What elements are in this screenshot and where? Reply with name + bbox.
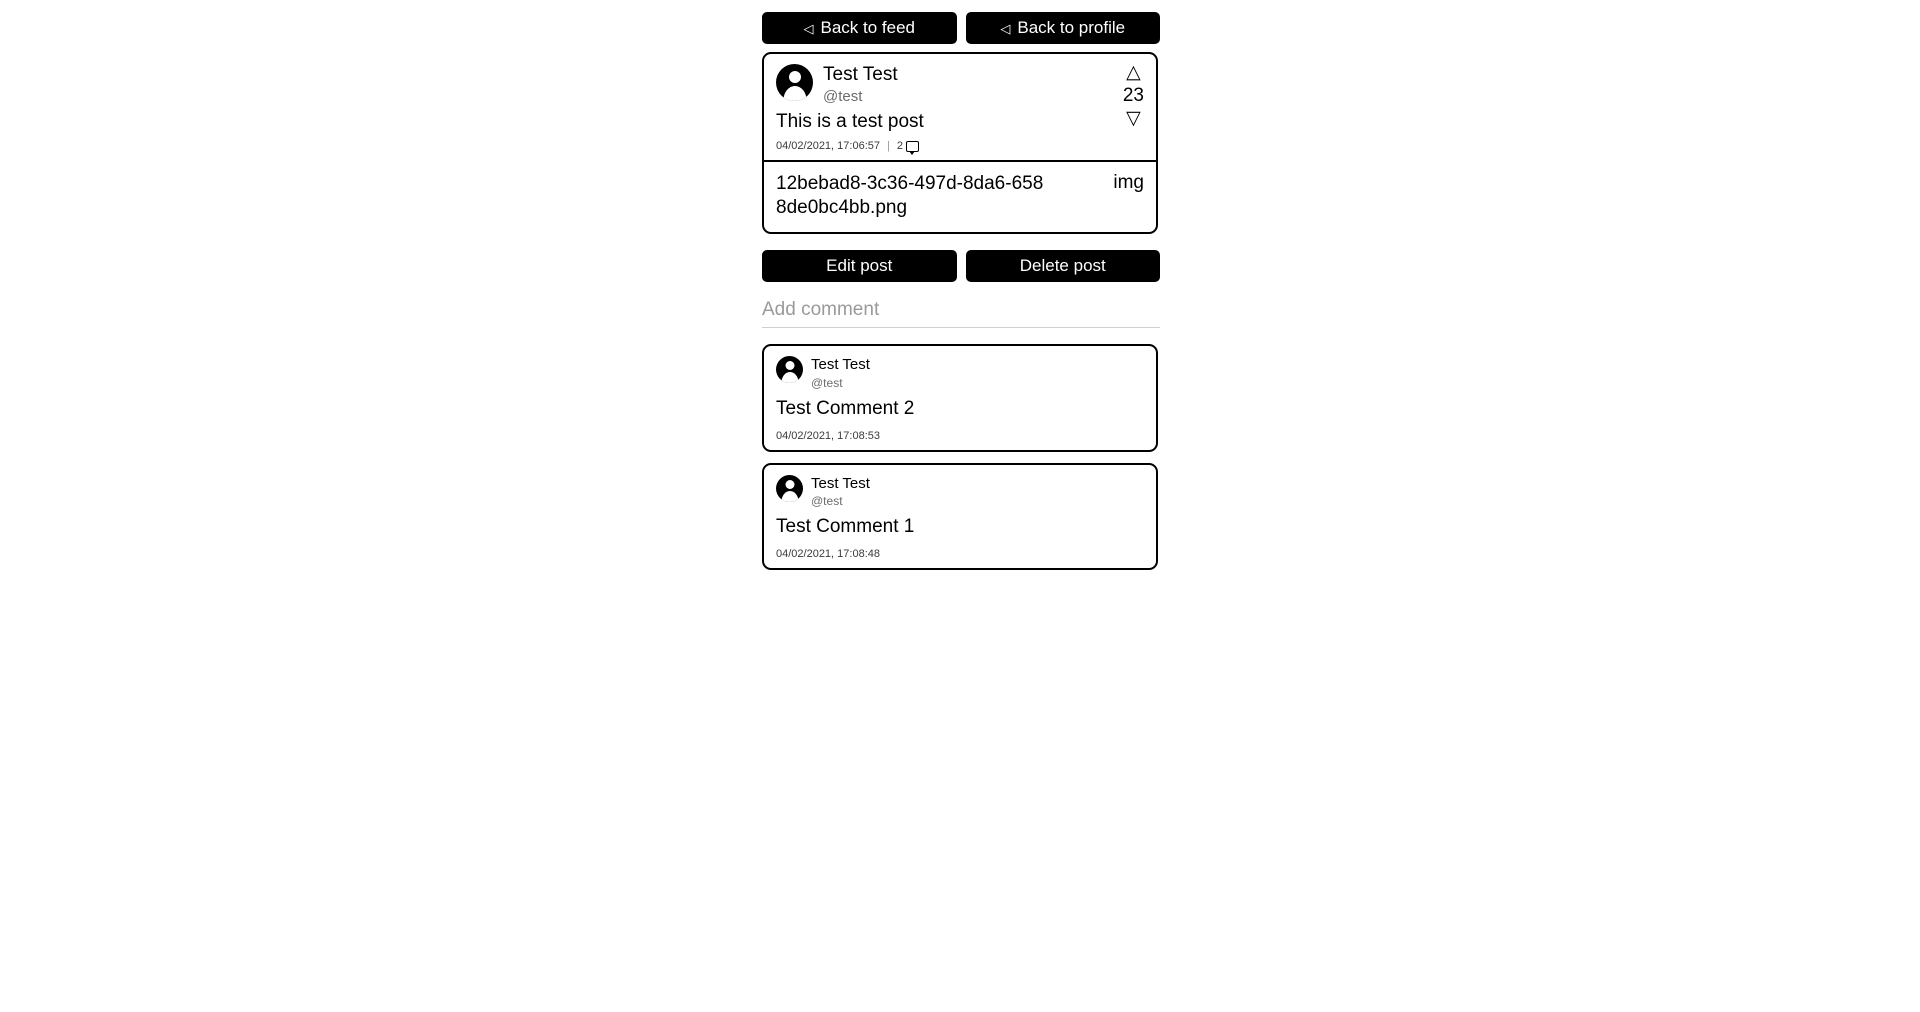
- comment-author-name: Test Test: [811, 474, 870, 492]
- triangle-left-icon: ◁: [803, 20, 814, 36]
- vote-control: [1123, 63, 1144, 129]
- comments-list: [762, 344, 1158, 570]
- upvote-icon[interactable]: △: [1126, 62, 1141, 83]
- post-text: This is a test post: [776, 111, 924, 133]
- vote-count: 23: [1122, 85, 1144, 106]
- post-body: [764, 54, 1156, 162]
- post-author[interactable]: [776, 64, 1144, 105]
- comment-author[interactable]: [776, 475, 1144, 509]
- comment-author-handle: @test: [811, 375, 843, 390]
- post-comment-count-value: 2: [896, 140, 903, 153]
- delete-post-button[interactable]: Delete post: [966, 250, 1161, 282]
- avatar: [776, 356, 803, 383]
- meta-separator: |: [886, 140, 890, 153]
- avatar: [776, 475, 803, 502]
- post-card: [762, 52, 1158, 234]
- comment-timestamp: 04/02/2021, 17:08:53: [776, 429, 880, 442]
- comment-text: Test Comment 1: [776, 516, 915, 538]
- back-to-profile-button[interactable]: [966, 12, 1161, 44]
- post-actions: [762, 250, 1160, 282]
- post-comment-count: [897, 140, 919, 152]
- comment-text: Test Comment 2: [776, 397, 915, 419]
- comment-author-names: [811, 475, 870, 509]
- post-timestamp: 04/02/2021, 17:06:57: [776, 140, 880, 153]
- comment-author-names: [811, 356, 870, 390]
- comment-author-name: Test Test: [811, 356, 870, 373]
- comment-author[interactable]: [776, 356, 1144, 390]
- post-author-name: Test Test: [823, 64, 898, 85]
- add-comment-input[interactable]: [762, 292, 1160, 328]
- post-meta: [776, 140, 1144, 152]
- comment-author-handle: @test: [811, 494, 843, 509]
- downvote-icon[interactable]: ▽: [1126, 108, 1141, 129]
- edit-post-button[interactable]: Edit post: [762, 250, 957, 282]
- post-author-handle: @test: [823, 87, 863, 105]
- comment-bubble-icon: [906, 141, 919, 152]
- comment-card: [762, 344, 1158, 452]
- comment-card: [762, 463, 1158, 571]
- back-to-profile-label: Back to profile: [1017, 18, 1126, 37]
- post-author-names: [823, 64, 898, 105]
- navigation-buttons: [762, 12, 1160, 44]
- comment-timestamp: 04/02/2021, 17:08:48: [776, 548, 880, 561]
- attachment-filename: 12bebad8-3c36-497d-8da6-6588de0bc4bb.png: [776, 173, 1044, 219]
- avatar: [776, 64, 813, 101]
- triangle-left-icon: ◁: [1000, 20, 1011, 36]
- post-attachment[interactable]: [764, 162, 1156, 232]
- back-to-feed-label: Back to feed: [820, 18, 915, 37]
- back-to-feed-button[interactable]: [762, 12, 957, 44]
- attachment-type: img: [1113, 172, 1144, 194]
